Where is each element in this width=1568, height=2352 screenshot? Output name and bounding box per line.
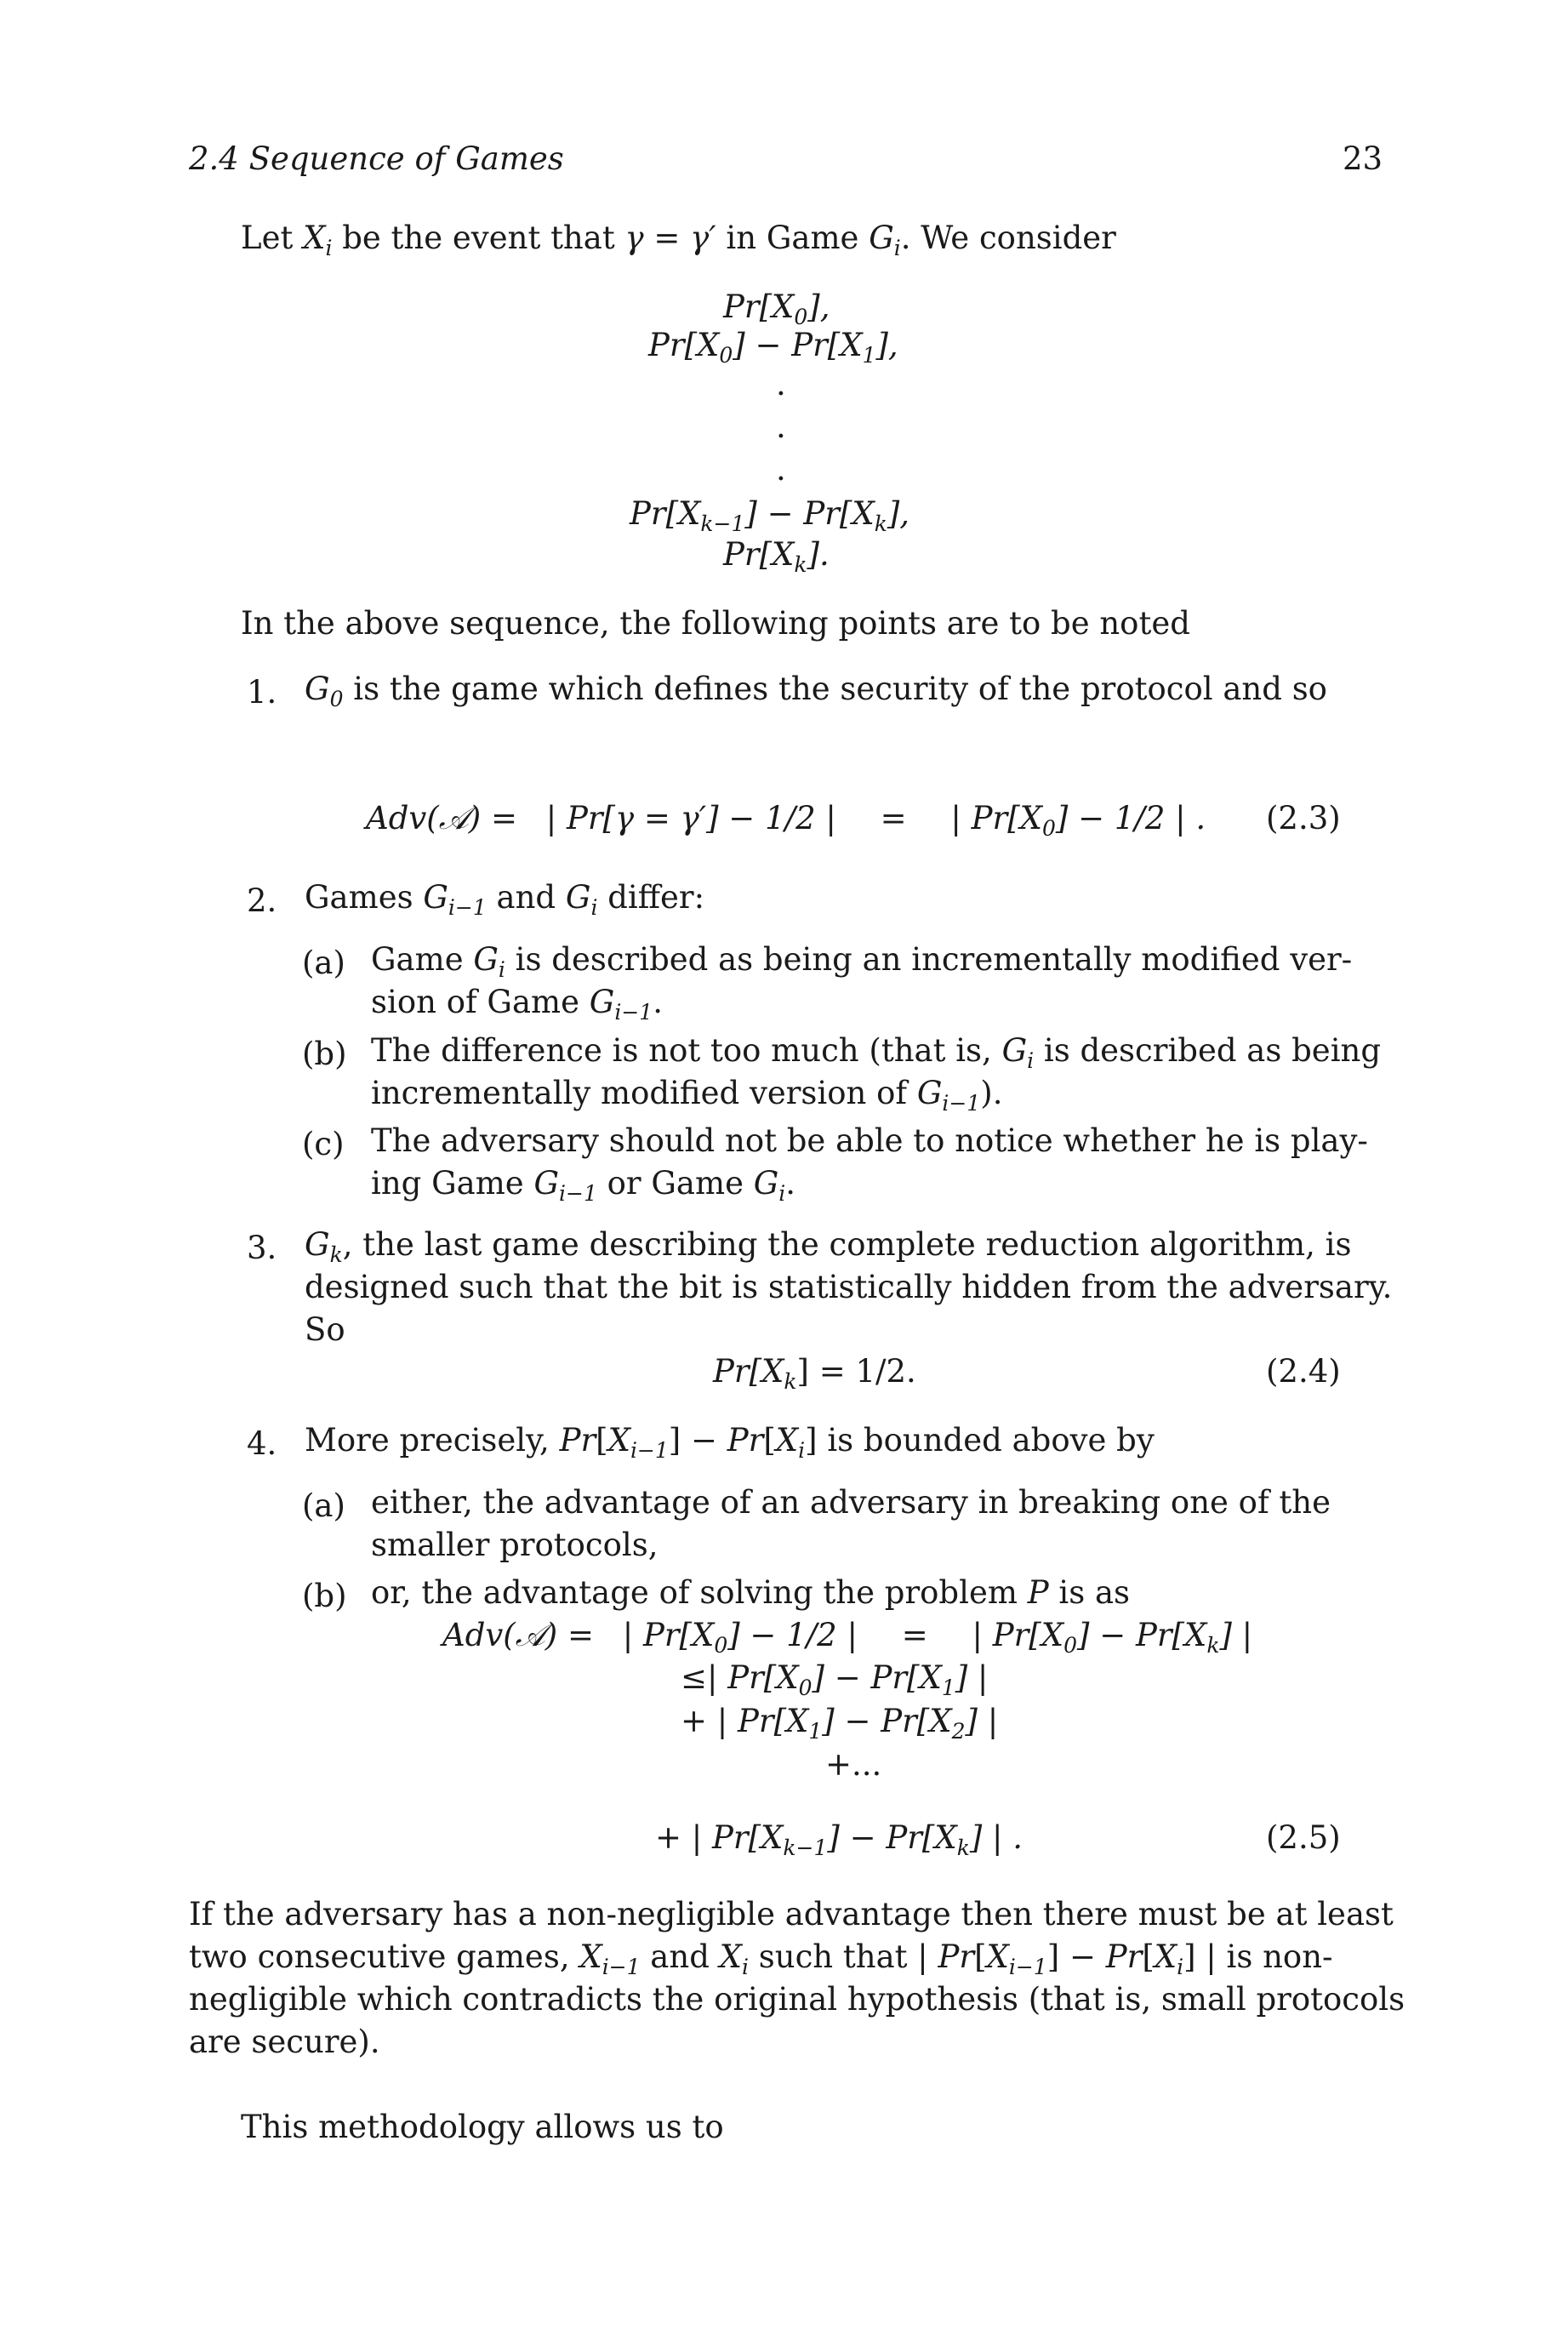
vertical-dot: . [776,366,786,402]
sublist-label: (a) [302,1487,345,1524]
paragraph-noted: In the above sequence, the following points are to be noted [241,605,1190,642]
list-number: 2. [247,882,277,919]
item-2-text: Games $G_{i-1}$ and $G_i$ differ: [305,879,705,920]
equation-number: (2.4) [1266,1353,1341,1390]
item-2a-line-1: Game $G_i$ is described as being an incrementally modified ver- [371,941,1353,982]
item-2c-line-1: The adversary should not be able to notice whether he is play- [371,1122,1368,1159]
conclusion-line-3: negligible which contradicts the original hypothesis (that is, small protocols [189,1981,1405,2018]
equation-number: (2.3) [1266,800,1341,836]
sequence-line-2: $Pr[X_0] - Pr[X_1]$, [648,327,898,368]
running-header: 2.4 Sequence of Games [189,140,564,177]
item-4b-line-1: or, the advantage of solving the problem P is as [371,1574,1130,1611]
sublist-label: (a) [302,945,345,981]
item-4-line-1: More precisely, $Pr[X_{i-1}] - Pr[X_i]$ is bounded above by [305,1422,1155,1463]
item-2c-line-2: ing Game $G_{i-1}$ or Game $G_i$. [371,1165,796,1206]
sequence-line-4: $Pr[X_{k-1}] - Pr[X_k]$, [630,495,910,536]
item-2a-line-2: sion of Game $G_{i-1}$. [371,984,663,1025]
sublist-label: (b) [302,1578,347,1614]
item-4a-line-1: either, the advantage of an adversary in breaking one of the [371,1484,1331,1521]
conclusion-line-1: If the adversary has a non-negligible advantage then there must be at least [189,1896,1394,1932]
list-number: 4. [247,1425,277,1462]
sublist-label: (c) [302,1126,345,1162]
sublist-label: (b) [302,1036,347,1072]
equation-2-5-line-4: +... [825,1746,882,1783]
item-3-line-2: designed such that the bit is statistically hidden from the adversary. [305,1269,1393,1305]
item-3-line-1: $G_k$, the last game describing the complete reduction algorithm, is [305,1226,1352,1267]
equation-2-5-line-2: ≤| $Pr[X_0] - Pr[X_1]$ | [681,1659,989,1700]
list-number: 3. [247,1230,277,1266]
final-paragraph: This methodology allows us to [241,2109,724,2145]
conclusion-line-2: two consecutive games, $X_{i-1}$ and $X_i$ such that | $Pr[X_{i-1}] - Pr[X_i]$ | is non- [189,1938,1333,1979]
conclusion-line-4: are secure). [189,2024,380,2060]
item-4a-line-2: smaller protocols, [371,1527,659,1563]
equation-2-3: Adv(𝒜) = | Pr[γ = γ′] − 1/2 | = | $Pr[X_0] - 1/2$ | . [366,800,1206,841]
intro-line: Let $X_i$ be the event that γ = γ′ in Game $G_i$. We consider [241,220,1116,260]
vertical-dot: . [776,451,786,488]
item-2b-line-1: The difference is not too much (that is, $G_i$ is described as being [371,1032,1382,1073]
sequence-line-1: $Pr[X_0]$, [723,288,830,329]
item-1-text: $G_0$ is the game which defines the security of the protocol and so [305,671,1327,711]
vertical-dot: . [776,408,786,445]
item-2b-line-2: incrementally modified version of $G_{i-1}$). [371,1075,1003,1116]
list-number: 1. [247,674,277,711]
equation-2-5-line-3: + | $Pr[X_1] - Pr[X_2]$ | [681,1703,999,1744]
equation-number: (2.5) [1266,1819,1341,1856]
page-number: 23 [1343,140,1383,177]
equation-2-5-line-5: + | $Pr[X_{k-1}] - Pr[X_k]$ | . [655,1819,1023,1860]
equation-2-4: $Pr[X_k] = 1/2$. [713,1353,916,1394]
equation-2-5-line-1: Adv(𝒜) = | $Pr[X_0] - 1/2$ | = | $Pr[X_0] - Pr[X_k]$ | [442,1617,1253,1658]
sequence-line-5: $Pr[X_k]$. [723,536,830,577]
item-3-line-3: So [305,1311,345,1348]
